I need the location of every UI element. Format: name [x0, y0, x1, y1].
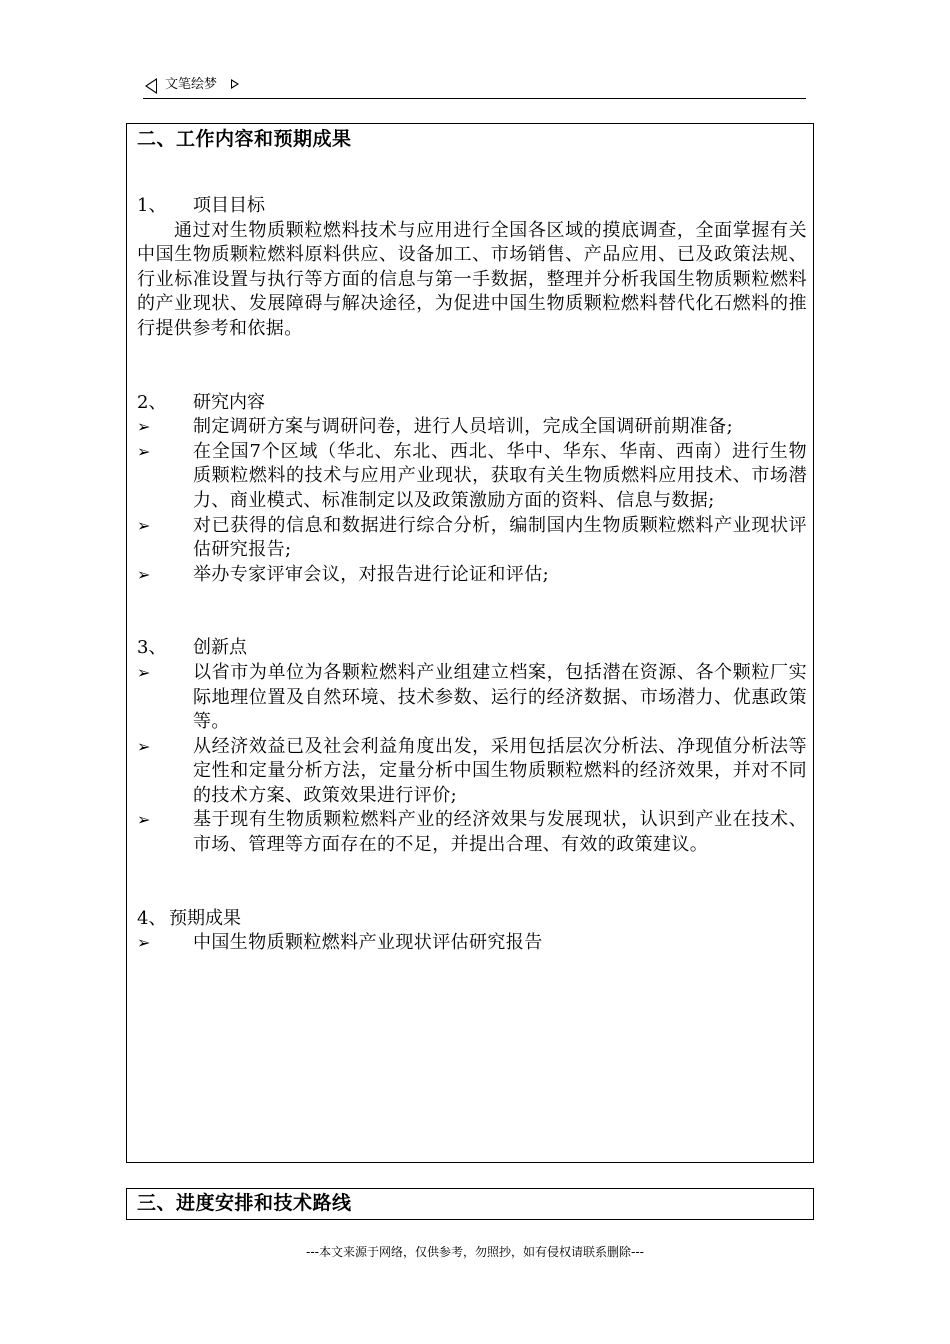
section-schedule-box	[126, 1188, 814, 1220]
triangle-left-icon	[145, 78, 157, 94]
subsection-number: 4、	[137, 907, 167, 929]
list-item-text: 从经济效益已及社会利益角度出发，采用包括层次分析法、净现值分析法等定性和定量分析方法，定量分析中国生物质颗粒燃料的经济效果，并对不同的技术方案、政策效果进行评价;	[193, 735, 807, 806]
triangle-right-icon	[231, 79, 239, 89]
page-header	[143, 74, 806, 99]
subsection-number: 1、	[137, 195, 167, 216]
bullet-arrow-icon: ➢	[137, 662, 151, 682]
subsection-title: 项目目标	[193, 195, 265, 216]
list-item	[137, 563, 807, 588]
subsection-title: 预期成果	[169, 907, 241, 929]
subsection-title: 研究内容	[193, 391, 265, 413]
subsection-heading	[137, 907, 807, 932]
research-content-list	[137, 415, 807, 587]
bullet-arrow-icon: ➢	[137, 736, 151, 756]
subsection-heading	[137, 194, 807, 219]
subsection-heading	[137, 636, 807, 661]
bullet-arrow-icon: ➢	[137, 515, 151, 535]
list-item-text: 制定调研方案与调研问卷，进行人员培训，完成全国调研前期准备;	[193, 416, 734, 438]
expected-results-list	[137, 931, 807, 956]
list-item	[137, 808, 807, 857]
list-item	[137, 661, 807, 735]
subsection-heading	[137, 391, 807, 416]
list-item-text: 中国生物质颗粒燃料产业现状评估研究报告	[193, 932, 543, 954]
list-item-text: 以省市为单位为各颗粒燃料产业组建立档案，包括潜在资源、各个颗粒厂实际地理位置及自然环境、技术参数、运行的经济数据、市场潜力、优惠政策等。	[193, 661, 807, 733]
subsection-number: 2、	[137, 391, 167, 413]
list-item-text: 在全国7个区域（华北、东北、西北、华中、华东、华南、西南）进行生物质颗粒燃料的技术与应用产业现状，获取有关生物质燃料应用技术、市场潜力、商业模式、标准制定以及政策激励方面的资料、信息与数据;	[193, 440, 807, 511]
header-title: 文笔绘梦	[165, 77, 218, 92]
list-item-text: 基于现有生物质颗粒燃料产业的经济效果与发展现状，认识到产业在技术、市场、管理等方面存在的不足，并提出合理、有效的政策建议。	[193, 809, 807, 856]
page-footer: ---本文来源于网络，仅供参考，勿照抄，如有侵权请联系删除---	[306, 1245, 644, 1259]
list-item-text: 对已获得的信息和数据进行综合分析，编制国内生物质颗粒燃料产业现状评估研究报告;	[193, 514, 807, 561]
bullet-arrow-icon: ➢	[137, 441, 151, 461]
subsection-number: 3、	[137, 637, 167, 659]
bullet-arrow-icon: ➢	[137, 810, 151, 830]
section-title: 三、进度安排和技术路线	[137, 1192, 352, 1214]
bullet-arrow-icon: ➢	[137, 417, 151, 437]
list-item	[137, 514, 807, 563]
section-title: 二、工作内容和预期成果	[137, 128, 352, 150]
bullet-arrow-icon: ➢	[137, 933, 151, 953]
section-work-content-body	[137, 194, 807, 956]
list-item	[137, 735, 807, 809]
project-goal-paragraph: 通过对生物质颗粒燃料技术与应用进行全国各区域的摸底调查，全面掌握有关中国生物质颗粒燃料原料供应、设备加工、市场销售、产品应用、已及政策法规、行业标准设置与执行等方面的信息与第一手数据，整理并分析我国生物质颗粒燃料的产业现状、发展障碍与解决途径，为促进中国生物质颗粒燃料替代化石燃料的推行提供参考和依据。	[137, 219, 807, 339]
list-item	[137, 415, 807, 440]
subsection-title: 创新点	[193, 637, 247, 659]
bullet-arrow-icon: ➢	[137, 564, 151, 584]
innovation-list	[137, 661, 807, 858]
list-item	[137, 931, 807, 956]
list-item-text: 举办专家评审会议，对报告进行论证和评估;	[193, 563, 550, 585]
list-item	[137, 440, 807, 514]
